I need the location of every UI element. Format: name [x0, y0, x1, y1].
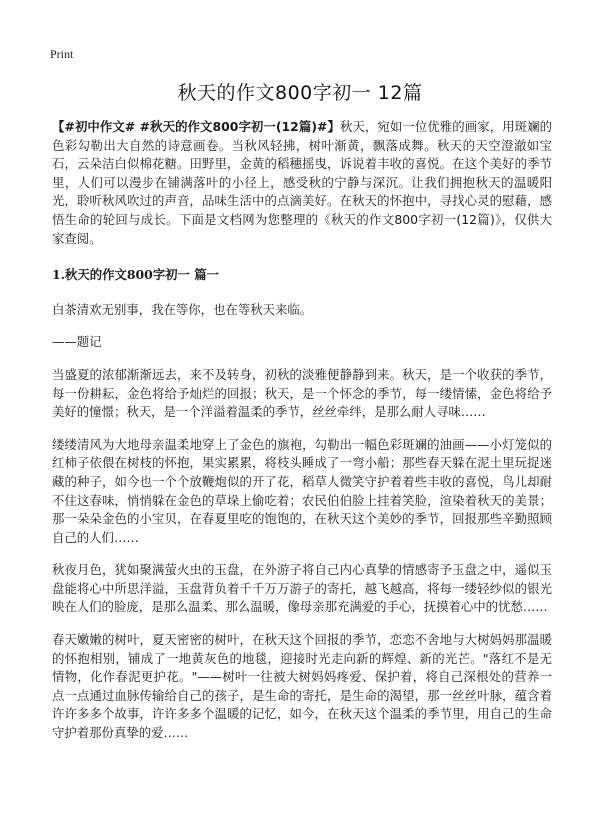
intro-paragraph — [52, 118, 552, 248]
epigraph-attribution: ——题记 — [52, 334, 102, 350]
print-link[interactable]: Print — [50, 47, 74, 61]
intro-text: 秋天，宛如一位优雅的画家，用斑斓的色彩勾勒出大自然的诗意画卷。当秋风轻拂，树叶渐黄，飘落成舞。秋天的天空澄澈如宝石，云朵洁白似棉花糖。田野里，金黄的稻穗摇曳，诉说着丰收的喜悦。在这个美好的季节里，人们可以漫步在铺满落叶的小径上，感受秋的宁静与深沉。让我们拥抱秋天的温暖阳光，聆听秋风吹过的声音，品味生活中的点滴美好。在秋天的怀抱中，寻找心灵的慰藉，感悟生命的轮回与成长。下面是文档网为您整理的《秋天的作文800字初一(12篇)》，仅供大家查阅。 — [52, 119, 553, 246]
page-title: 秋天的作文800字初一 12篇 — [177, 82, 423, 104]
body-paragraph: 当盛夏的浓郁渐渐远去，来不及转身，初秋的淡雅便静静到来。秋天，是一个收获的季节，每一份耕耘，金色将给予灿烂的回报；秋天，是一个怀念的季节，每一缕情愫，金色将给予美好的憧憬；秋天，是一个洋溢着温柔的季节，丝丝牵绊，是那么耐人寻味…… — [52, 366, 552, 420]
intro-tag: 【#初中作文# #秋天的作文800字初一(12篇)#】 — [52, 119, 340, 134]
article-body — [52, 118, 552, 757]
body-paragraph: 缕缕清风为大地母亲温柔地穿上了金色的旗袍，勾勒出一幅色彩斑斓的油画——小灯笼似的红柿子依偎在树枝的怀抱，果实累累，将枝头睡成了一弯小船；那些春天躲在泥土里玩捉迷藏的种子，如今也一个个放鞭炮似的开了花，稻草人微笑守护着着些丰收的喜悦，鸟儿却耐不住这春味，悄悄躲在金色的草垛上偷吃着；农民伯伯脸上挂着笑脸，渲染着秋天的美景；那一朵朵金色的小宝贝，在春夏里吃的饱饱的，在秋天这个美妙的季节，回报那些辛勤照顾自己的人们…… — [52, 436, 552, 545]
body-paragraph: 春天嫩嫩的树叶，夏天密密的树叶，在秋天这个回报的季节，恋恋不舍地与大树妈妈那温暖的怀抱相别，铺成了一地黄灰色的地毯，迎接时光走向新的辉煌、新的光芒。"落红不是无情物，化作春泥更护花。"——树叶一往被大树妈妈疼爱、保护着，将自己深根处的营养一点一点通过血脉传输给自己的孩子，是生命的寄托，是生命的渴望，那一丝丝叶脉，蕴含着许许多多个故事，许许多多个温暖的记忆，如今，在秋天这个温柔的季节里，用自己的生命守护着那份真挚的爱…… — [52, 632, 552, 741]
opening-line: 白茶清欢无别事，我在等你，也在等秋天来临。 — [52, 301, 313, 317]
body-paragraph: 秋夜月色，犹如聚满萤火虫的玉盘，在外游子将自己内心真挚的情感寄予玉盘之中，遥似玉盘能将心中所思洋溢，玉盘背负着千千万万游子的寄托，越飞越高，将每一缕轻纱似的银光映在人们的脸庞，是那么温柔、那么温暖，像母亲那充满爱的手心，抚摸着心中的忧愁…… — [52, 562, 552, 615]
section-heading: 1.秋天的作文800字初一 篇一 — [52, 267, 220, 283]
